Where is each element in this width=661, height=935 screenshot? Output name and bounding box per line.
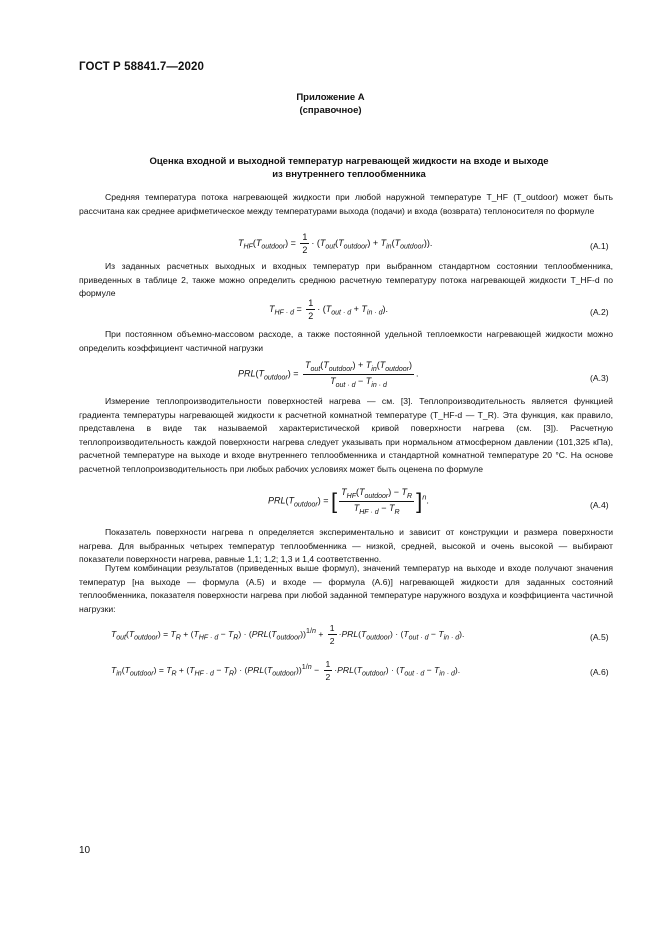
paragraph-4-text: Измерение теплопроизводительности поверхностей нагрева — см. [3]. Теплопроизводительность является функцией градиента температуры нагревающей жидкости к расчетной комнатной температуре (T_HF-d — T_R). Эта функция, как правило, представлена в виде так называемой характеристической кривой поверхности нагрева (см. [3]). Расчетную теплопроизводительность каждой поверхности нагрева следует указывать при нормальном атмосферном давлении (101,325 кПа), расчетной температуре на выходе и входе внутреннего теплообменника и стандартной комнатной температуре 20 °С. На основе расчетной теплопроизводительность при любых рабочих условиях может быть оценена по формуле xyxy=(79,396,613,474)
equation-a2: $T_{HF \cdot d}$ = $\frac{1}{2}$ · $(T_{out \cdot d} + T_{in \cdot d})$. xyxy=(269,298,388,321)
paragraph-3 xyxy=(79,328,613,355)
equation-a6-number: (А.6) xyxy=(590,667,609,677)
paragraph-3-text: При постоянном объемно-массовом расходе, а также постоянной удельной теплоемкости нагревающей жидкости можно определить коэффициент частичной нагрузки xyxy=(79,329,613,353)
paragraph-2 xyxy=(79,260,613,301)
equation-a5-number: (А.5) xyxy=(590,632,609,642)
annex-type: (справочное) xyxy=(299,105,362,116)
equation-a3-number: (А.3) xyxy=(590,373,609,383)
page-number: 10 xyxy=(79,845,91,856)
equation-a4-number: (А.4) xyxy=(590,500,609,510)
paragraph-1-text: Средняя температура потока нагревающей жидкости при любой наружной температуре T_HF (T_outdoor) может быть рассчитана как среднее арифметическое между температурами выхода (подачи) и входа (возврата) теплоносителя по формуле xyxy=(79,192,613,216)
paragraph-6 xyxy=(79,562,613,616)
equation-a2-number: (А.2) xyxy=(590,307,609,317)
section-title xyxy=(79,155,619,181)
equation-a6: $T_{in}(T_{outdoor}) = T_R + (T_{HF \cdot d} - T_R) \cdot (PRL(T_{outdoor}))^{1/n}$ − $\frac{1}{2}$ $\cdot PRL(T_{outdoor}) \cdot (T_{out \cdot d} - T_{in \cdot d})$. xyxy=(111,659,461,682)
section-title-line1: Оценка входной и выходной температур нагревающей жидкости на входе и выходе xyxy=(149,156,549,167)
section-title-line2: из внутреннего теплообменника xyxy=(272,169,426,180)
equation-a3: $PRL(T_{outdoor})$ = $\frac{T_{out}(T_{outdoor}) + T_{in}(T_{outdoor})}{T_{out \cdot d} - T_{in \cdot d}}$ . xyxy=(238,360,419,389)
document-code: ГОСТ Р 58841.7—2020 xyxy=(79,61,204,73)
equation-a4: $PRL(T_{outdoor})$ = [ $\frac{T_{HF}(T_{outdoor}) - T_R}{T_{HF \cdot d} - T_R}$ ]$^n$. xyxy=(268,487,429,516)
equation-a1-number: (А.1) xyxy=(590,241,609,251)
equation-a5: $T_{out}(T_{outdoor}) = T_R + (T_{HF \cdot d} - T_R) \cdot (PRL(T_{outdoor}))^{1/n}$ + $\frac{1}{2}$ $\cdot PRL(T_{outdoor}) \cdot (T_{out \cdot d} - T_{in \cdot d})$. xyxy=(111,623,465,646)
paragraph-5 xyxy=(79,526,613,567)
paragraph-2-text: Из заданных расчетных выходных и входных температур при выбранном стандартном состоянии теплообменника, приведенных в таблице 2, также можно определить среднюю расчетную температуру потока нагревающей жидкости T_HF-d по формуле xyxy=(79,261,613,299)
paragraph-5-text: Показатель поверхности нагрева n определяется экспериментально и зависит от конструкции и размера поверхности нагрева. Для выбранных четырех температур теплообменника — низкой, средней, высокой и очень высокой — выбирают показатели поверхности нагрева, равные 1,1; 1,2; 1,3 и 1,4 соответственно. xyxy=(79,527,613,565)
paragraph-1 xyxy=(79,191,613,218)
annex-title: Приложение А xyxy=(296,92,365,103)
paragraph-6-text: Путем комбинации результатов (приведенных выше формул), значений температур на выходе и входе получают значения температур [на выходе — формула (А.5) и входе — формула (А.6)] нагревающей жидкости для заданных состояний теплообменника, показателя поверхности нагрева при любой заданной температуре наружного воздуха и коэффициента частичной нагрузки: xyxy=(79,563,613,614)
equation-a1: $T_{HF}(T_{outdoor})$ = $\frac{1}{2}$ · $(T_{out}(T_{outdoor}) + T_{in}(T_{outdoor}))$. xyxy=(238,232,433,255)
paragraph-4 xyxy=(79,395,613,477)
